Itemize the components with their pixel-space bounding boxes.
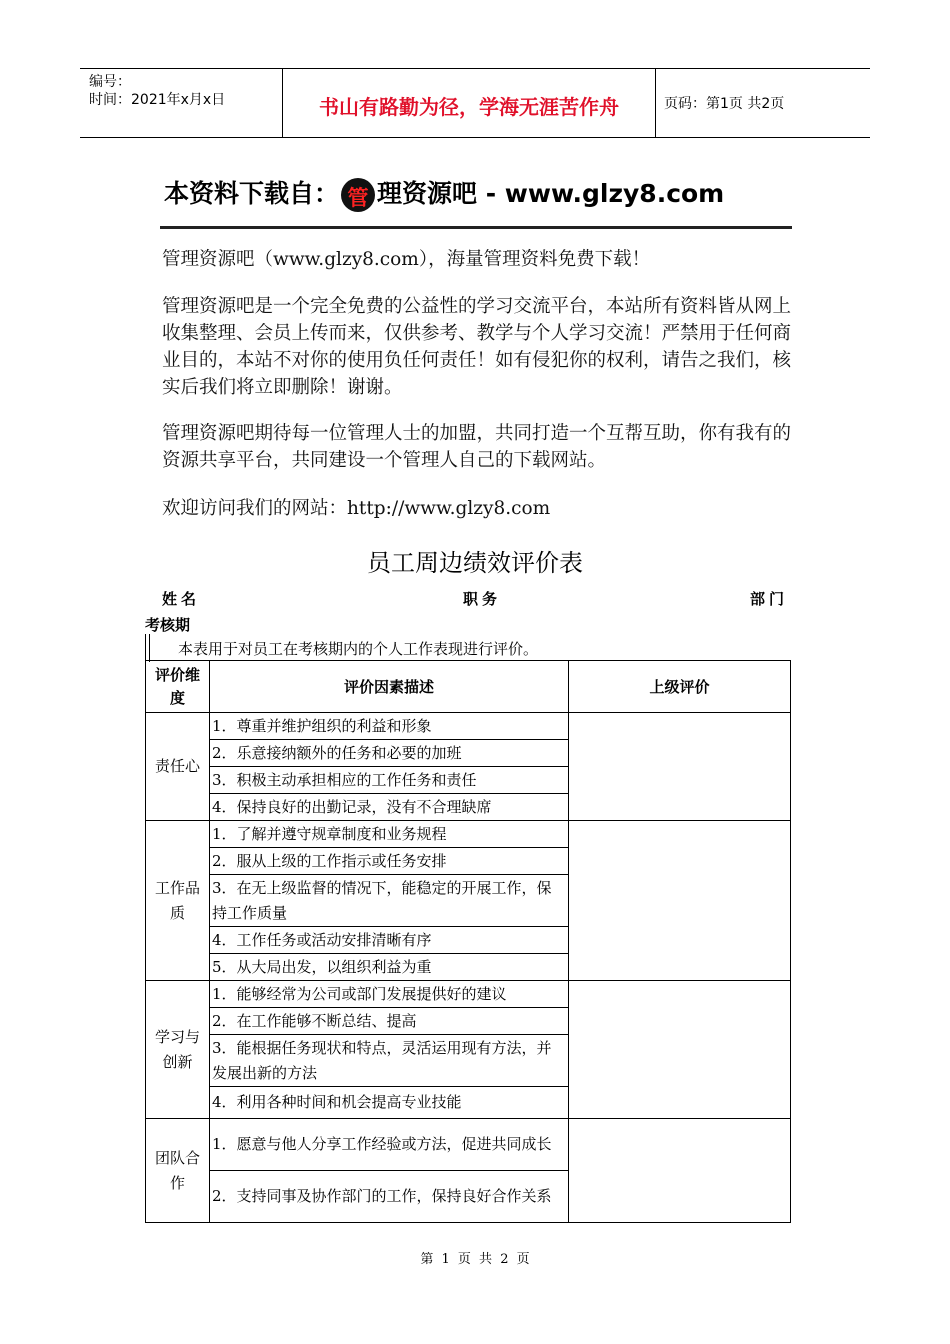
intro-paragraph-4: 欢迎访问我们的网站：http://www.glzy8.com bbox=[162, 498, 551, 519]
period-label: 考核期 bbox=[145, 616, 191, 634]
form-note: 本表用于对员工在考核期内的个人工作表现进行评价。 bbox=[178, 640, 539, 658]
factor-cell: 4．工作任务或活动安排清晰有序 bbox=[210, 927, 569, 954]
header-page-cell bbox=[656, 69, 870, 137]
intro-paragraph-1: 管理资源吧（www.glzy8.com），海量管理资料免费下载！ bbox=[162, 249, 651, 270]
rating-cell[interactable] bbox=[569, 821, 791, 981]
factor-cell: 2．乐意接纳额外的任务和必要的加班 bbox=[210, 740, 569, 767]
factor-cell: 1．愿意与他人分享工作经验或方法，促进共同成长 bbox=[210, 1119, 569, 1171]
dept-label: 部门 bbox=[750, 590, 789, 608]
dimension-cell: 团队合作 bbox=[146, 1119, 210, 1223]
post-label: 职务 bbox=[463, 590, 502, 608]
factor-cell: 3．积极主动承担相应的工作任务和责任 bbox=[210, 767, 569, 794]
document-header bbox=[80, 68, 870, 138]
header-motto-cell bbox=[283, 69, 656, 137]
factor-cell: 4．保持良好的出勤记录，没有不合理缺席 bbox=[210, 794, 569, 821]
intro-paragraph-2: 管理资源吧是一个完全免费的公益性的学习交流平台，本站所有资料皆从网上收集整理、会员上传而来，仅供参考、教学与个人学习交流！严禁用于任何商业目的，本站不对你的使用负任何责任！如有侵犯你的权利，请告之我们，核实后我们将立即删除！谢谢。 bbox=[162, 296, 792, 398]
factor-cell: 4．利用各种时间和机会提高专业技能 bbox=[210, 1087, 569, 1119]
factor-cell: 5．从大局出发，以组织利益为重 bbox=[210, 954, 569, 981]
factor-cell: 3．在无上级监督的情况下，能稳定的开展工作，保持工作质量 bbox=[210, 875, 569, 927]
banner-divider bbox=[160, 226, 792, 229]
intro-paragraph-3: 管理资源吧期待每一位管理人士的加盟，共同打造一个互帮互助，你有我有的资源共享平台，共同建设一个管理人自己的下载网站。 bbox=[162, 423, 792, 471]
form-title: 员工周边绩效评价表 bbox=[367, 549, 583, 577]
page-info: 页码：第1页 共2页 bbox=[664, 96, 785, 112]
banner-suffix: 理资源吧 - www.glzy8.com bbox=[377, 179, 725, 208]
factor-cell: 2．服从上级的工作指示或任务安排 bbox=[210, 848, 569, 875]
header-rating: 上级评价 bbox=[569, 661, 791, 713]
table-row bbox=[146, 821, 791, 848]
motto-text: 书山有路勤为径，学海无涯苦作舟 bbox=[319, 95, 619, 119]
header-meta-cell bbox=[80, 69, 283, 137]
table-header-row bbox=[146, 661, 791, 713]
dimension-cell: 学习与创新 bbox=[146, 981, 210, 1119]
dimension-cell: 责任心 bbox=[146, 713, 210, 821]
note-marker bbox=[145, 634, 150, 662]
factor-cell: 2．在工作能够不断总结、提高 bbox=[210, 1008, 569, 1035]
factor-cell: 3．能根据任务现状和特点，灵活运用现有方法，并发展出新的方法 bbox=[210, 1035, 569, 1087]
banner-prefix: 本资料下载自： bbox=[164, 179, 340, 208]
table-row bbox=[146, 713, 791, 740]
time-label: 时间：2021年x月x日 bbox=[89, 92, 226, 108]
banner-text bbox=[164, 174, 724, 212]
name-label: 姓名 bbox=[162, 590, 201, 608]
factor-cell: 1．尊重并维护组织的利益和形象 bbox=[210, 713, 569, 740]
source-banner bbox=[160, 172, 792, 230]
dimension-cell: 工作品质 bbox=[146, 821, 210, 981]
factor-cell: 1．能够经常为公司或部门发展提供好的建议 bbox=[210, 981, 569, 1008]
page-footer: 第 1 页 共 2 页 bbox=[420, 1252, 530, 1267]
rating-cell[interactable] bbox=[569, 1119, 791, 1223]
rating-cell[interactable] bbox=[569, 713, 791, 821]
site-logo-icon: 管 bbox=[341, 178, 375, 212]
table-row bbox=[146, 1119, 791, 1171]
factor-cell: 1．了解并遵守规章制度和业务规程 bbox=[210, 821, 569, 848]
evaluation-table bbox=[145, 660, 791, 1223]
header-dimension: 评价维度 bbox=[146, 661, 210, 713]
number-label: 编号： bbox=[89, 74, 131, 90]
rating-cell[interactable] bbox=[569, 981, 791, 1119]
header-description: 评价因素描述 bbox=[210, 661, 569, 713]
factor-cell: 2．支持同事及协作部门的工作，保持良好合作关系 bbox=[210, 1171, 569, 1223]
table-row bbox=[146, 981, 791, 1008]
